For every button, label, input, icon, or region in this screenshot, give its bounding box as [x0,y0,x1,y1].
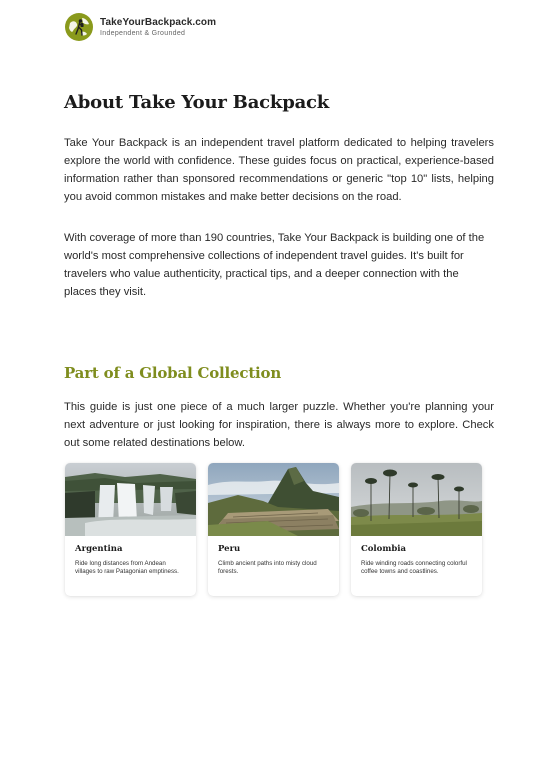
card-description: Ride long distances from Andean villages to raw Patagonian emptiness. [75,560,179,575]
card-description: Ride winding roads connecting colorful coffee towns and coastlines. [361,560,467,575]
card-body [65,536,196,575]
waterfall-photo [65,463,196,536]
card-title: Argentina [75,544,123,554]
destination-card-argentina[interactable] [65,463,196,596]
about-paragraph-1: Take Your Backpack is an independent travel platform dedicated to helping travelers explore the world with confidence. These guides focus on practical, experience-based information rather than sponsored recommendations or generic "top 10" lists, helping you avoid common mistakes and make better decisions on the road. [64,137,494,203]
about-paragraph-2: With coverage of more than 190 countries, Take Your Backpack is building one of the world's most comprehensive collections of independent travel guides. It's built for travelers who value authenticity, practical tips, and a deeper connection with the places they visit. [64,232,485,298]
collection-title: Part of a Global Collection [64,364,282,382]
destination-card-colombia[interactable] [351,463,482,596]
card-body [351,536,482,575]
brand-tagline: Independent & Grounded [100,29,186,37]
destination-card-peru[interactable] [208,463,339,596]
brand-text [100,18,216,37]
about-title: About Take Your Backpack [64,92,330,113]
palm-valley-photo [351,463,482,536]
card-body [208,536,339,575]
card-title: Peru [218,544,241,554]
brand-header[interactable] [64,12,216,42]
collection-paragraph: This guide is just one piece of a much larger puzzle. Whether you're planning your next adventure or just looking for inspiration, there is always more to explore. Check out some related destinations below. [64,401,494,449]
brand-name: TakeYourBackpack.com [100,16,217,28]
mountain-ruins-photo [208,463,339,536]
globe-hiker-icon [64,12,94,42]
card-title: Colombia [361,544,407,554]
card-description: Climb ancient paths into misty cloud forests. [218,560,317,575]
destination-cards [65,463,486,596]
